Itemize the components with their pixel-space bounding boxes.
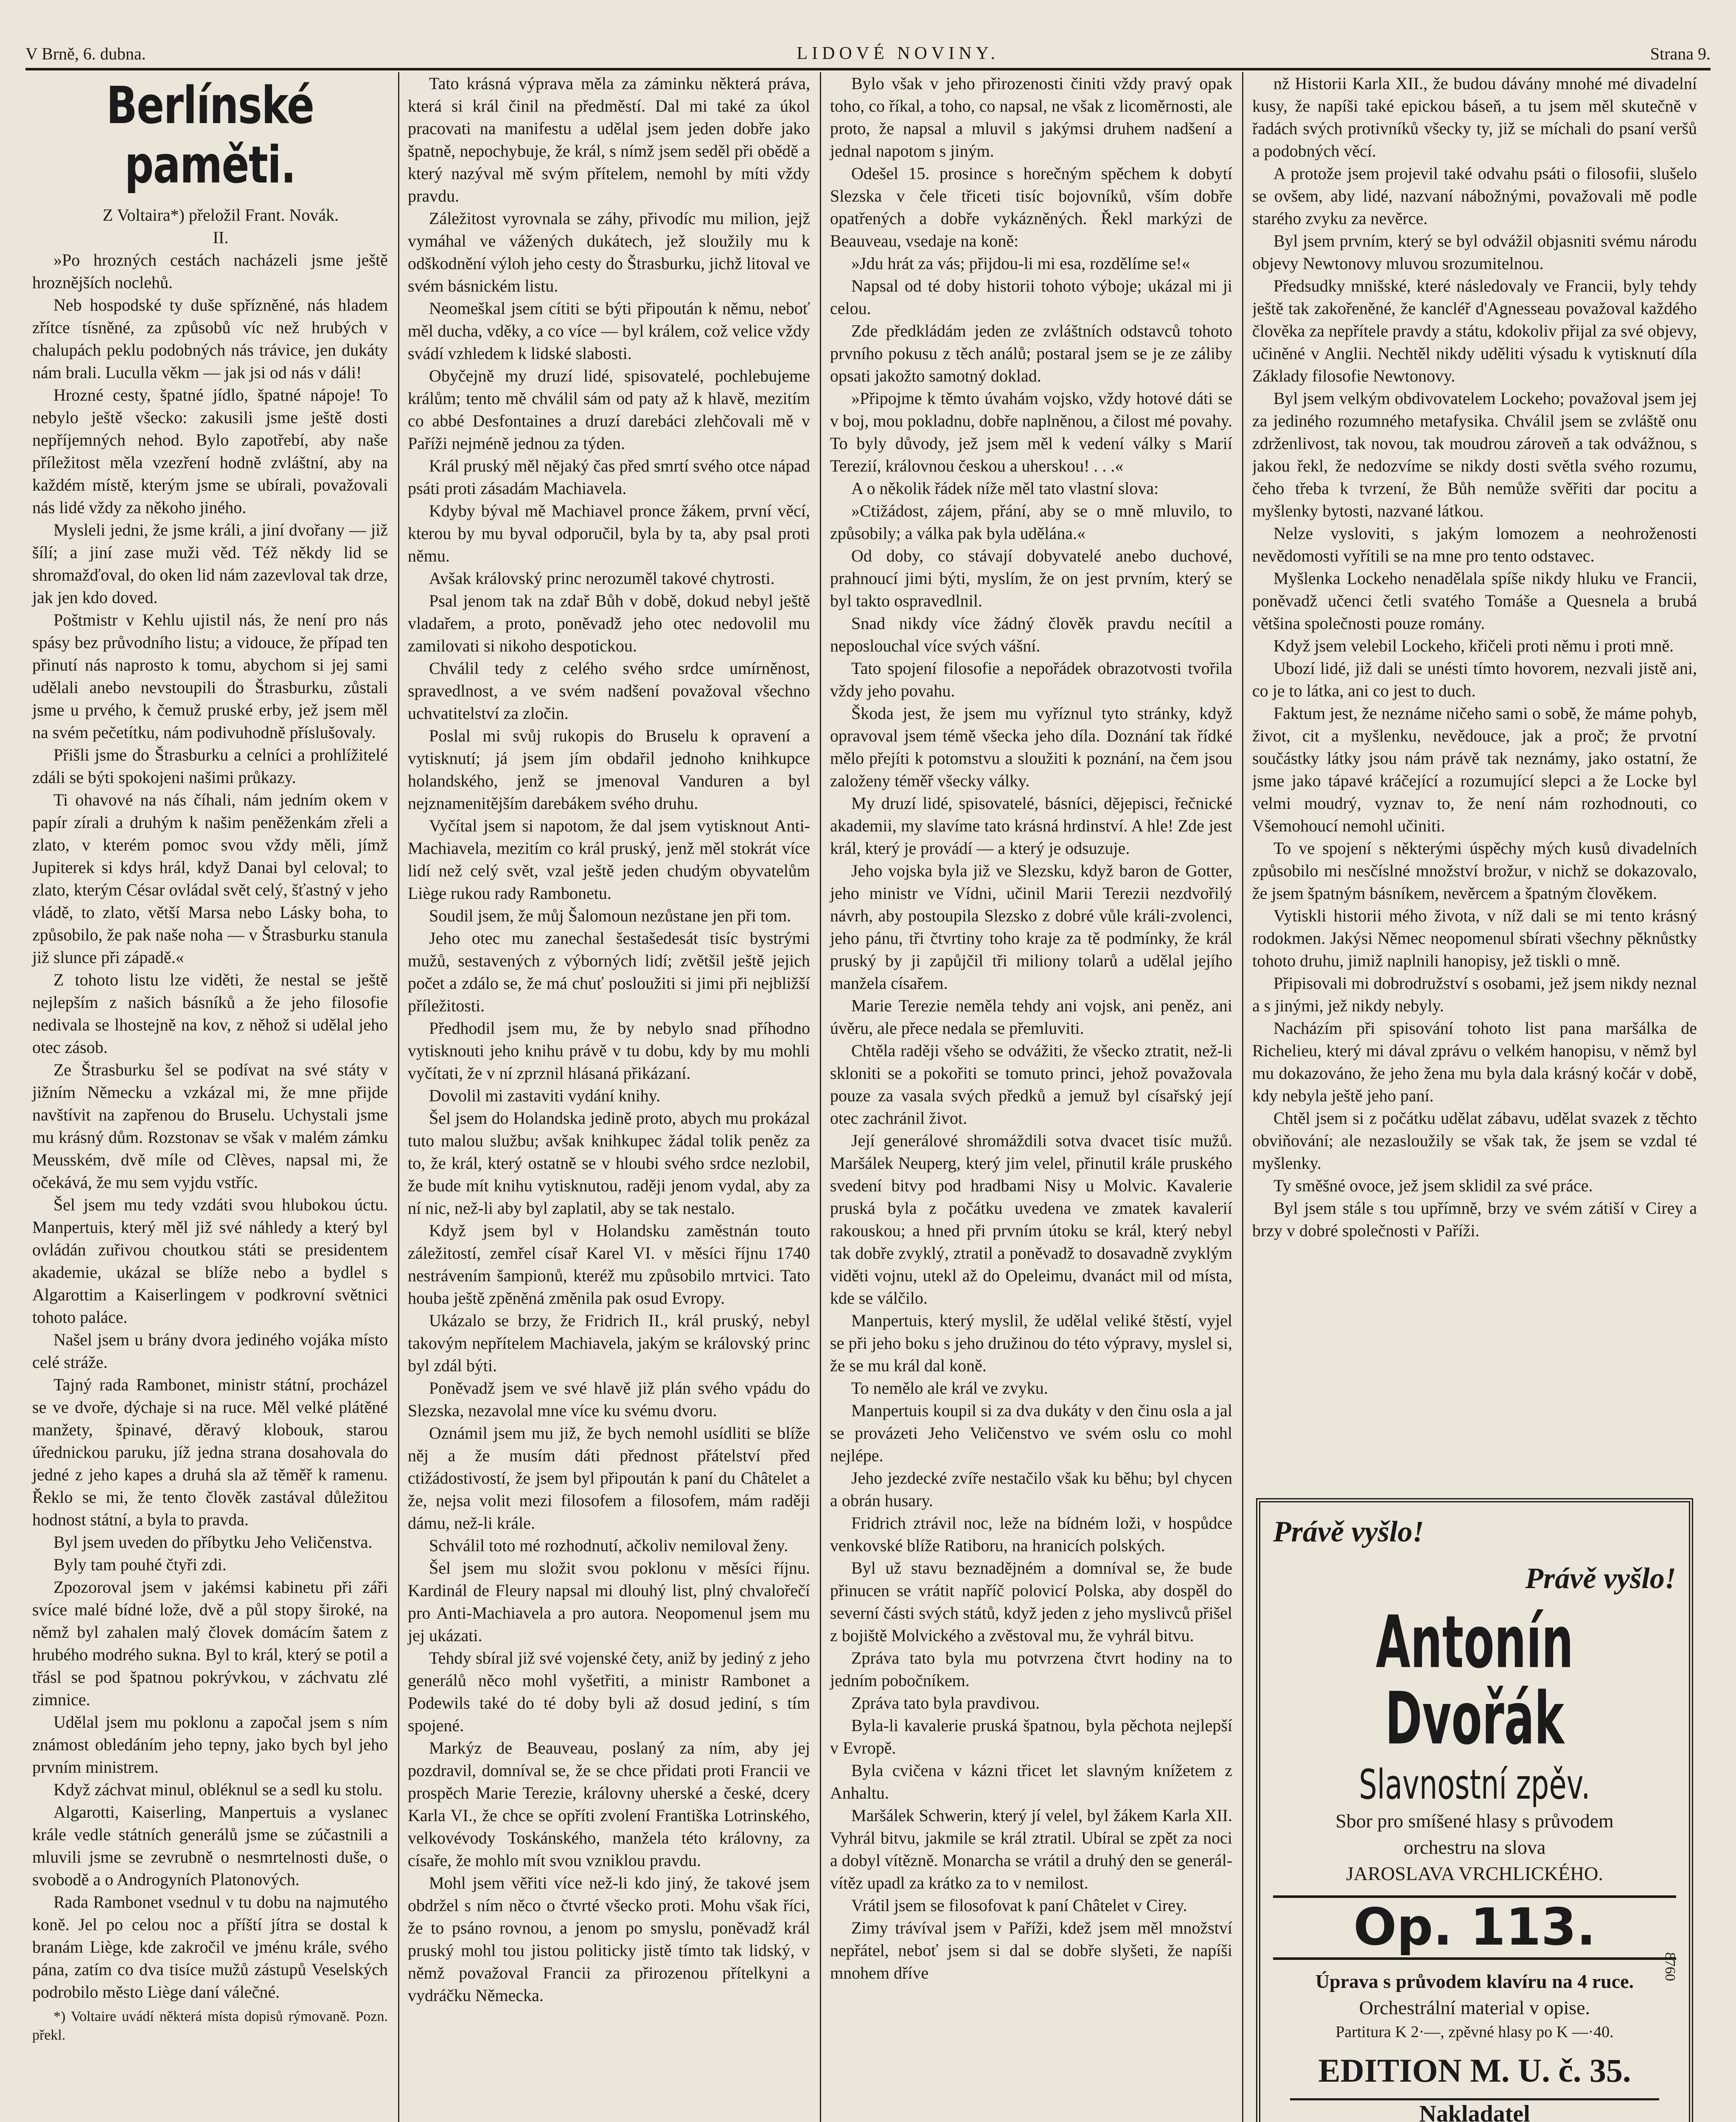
paragraph: Mohl jsem věřiti více než-li kdo jiný, že takové jsem obdržel s ním něco o čtvrté všecko proti. Mohu však říci, že to psáno rovnou, a jenom po smyslu, poněvadž král pruský mohl tou jistou politicky jistě tímto tak lidský, v němž považoval Francii za přirozenou přítelkyni a vydráčku Německa.: [408, 1873, 810, 2005]
paragraph: Tato spojení filosofie a nepořádek obrazotvosti tvořila vždy jeho povahu.: [830, 659, 1232, 700]
paragraph: Maršálek Schwerin, který jí velel, byl žákem Karla XII. Vyhrál bitvu, jakmile se král ztratil. Ubíral se zpět za noci a dobyl vítězně. Monarcha se vrátil a druhý den se generál-vítěz upadl za krátko za to v nemilost.: [830, 1806, 1232, 1892]
paragraph: Chtěla raději všeho se odvážiti, že všecko ztratit, než-li skloniti se a pokořiti se tomuto princi, jehož považovala pouze za vasala svých předků a jemuž byl císařský její otec zachránil život.: [830, 1041, 1232, 1128]
column-rule: [398, 72, 399, 2122]
column-rule: [820, 72, 821, 2122]
paragraph: Z tohoto listu lze viděti, že nestal se ještě nejlepším z našich básníků a že jeho filosofie nedivala se lhostejně na kov, z něhož si udělal jeho otec zásob.: [32, 970, 388, 1057]
paragraph: Psal jenom tak na zdař Bůh v době, dokud nebyl ještě vladařem, a proto, poněvadž jeho otec nedovolil mu zamilovati si nikoho despotickou.: [408, 591, 810, 655]
paragraph: Byl jsem prvním, který se byl odvážil objasniti svému národu objevy Newtonovy mluvou srozumitelnou.: [1252, 231, 1697, 273]
paragraph: Neomeškal jsem cítiti se býti připoután k němu, neboť měl ducha, vděky, a co více — byl králem, což velice vždy svádí vzhledem k lidské slabosti.: [408, 299, 810, 363]
paragraph: Šel jsem mu složit svou poklonu v měsíci říjnu. Kardinál de Fleury napsal mi dlouhý list, plný chvalořečí pro Anti-Machiavela a pro autora. Neopomenul jsem mu jej ukázati.: [408, 1558, 810, 1645]
paragraph: Zpráva tato byla mu potvrzena čtvrt hodiny na to jedním pobočníkem.: [830, 1648, 1232, 1690]
ad-work-title: Slavnostní zpěv.: [1359, 1761, 1590, 1808]
paragraph: Zimy trávíval jsem v Paříži, kdež jsem měl množství nepřátel, neboť jsem si dal se dobře slyšeti, že napíši mnohem dříve: [830, 1918, 1232, 1982]
paragraph: Ti ohavové na nás číhali, nám jedním okem v papír zírali a druhým k našim peněženkám zřeli a zlato, v kterém pomoc svou vždy měli, jímž Jupiterek si kdys hrál, když Danai byl celoval; to zlato, kterým César ovládal svět celý, šťastný v jeho vládě, to zlato, větší Marsa nebo Lásky boha, to způsobilo, že pak naše noha — v Štrasburku stanula již slunce při západě.«: [32, 790, 388, 967]
ad-prices: Partitura K 2·—, zpěvné hlasy po K —·40.: [1335, 2023, 1614, 2041]
paragraph: Tato krásná výprava měla za záminku některá práva, která si král činil na předměstí. Dal mi také za úkol pracovati na manifestu a udělal jsem jeden dobře jako špatně, nepochybuje, že král, s nímž jsem seděl při obědě a který nazýval mě svým přítelem, nemohl by míti vždy pravdu.: [408, 74, 810, 205]
paragraph: Bylo však v jeho přirozenosti činiti vždy pravý opak toho, co říkal, a toho, co napsal, ne však z licoměrnosti, ale proto, že napsal a mluvil s jakýmsi druhem nadšení a jednal napotom s jiným.: [830, 74, 1232, 160]
paragraph: Oznámil jsem mu již, že bych nemohl usídliti se blíže něj a že musím dáti přednost přátelství před ctižádostivostí, že jsem byl připoután k paní du Châtelet a že, nejsa volit mezi filosofem a filosofem, mám raději dámu, než-li krále.: [408, 1423, 810, 1533]
paragraph: Obyčejně my druzí lidé, spisovatelé, pochlebujeme králům; tento mě chválil sám od paty až k hlavě, mezitím co abbé Desfontaines a druzí darebáci zlehčovali mě v Paříži nejméně jednou za týden.: [408, 366, 810, 453]
ad-line-1: Sbor pro smíšené hlasy s průvodem: [1335, 1810, 1614, 1832]
paragraph: Byla cvičena v kázni třicet let slavným knížetem z Anhaltu.: [830, 1761, 1232, 1802]
paragraph: Odešel 15. prosince s horečným spěchem k dobytí Slezska v čele třiceti tisíc bojovníků, vším dobře opatřených a dobře vykázněných. Řekl markýzi de Beauveau, vsedaje na koně:: [830, 164, 1232, 250]
paragraph: Avšak královský princ nerozuměl takové chytrosti.: [429, 569, 775, 588]
paragraph: Algarotti, Kaiserling, Manpertuis a vyslanec krále vedle státních generálů jsme se zúčastnili a mluvili jsme se zevrubně o nesmrtelnosti duše, o svobodě a o Androgyních Platonových.: [32, 1802, 388, 1889]
paragraph: Poněvadž jsem ve své hlavě již plán svého vpádu do Slezska, nezavolal mne více ku svému dvoru.: [408, 1378, 810, 1420]
paragraph: »Jdu hrát za vás; přijdou-li mi esa, rozdělíme se!«: [851, 254, 1190, 273]
paragraph: »Připojme k těmto úvahám vojsko, vždy hotové dáti se v boj, mou pokladnu, dobře naplněnou, a čilost mé povahy. To byly důvody, jež jsem měl k vedení války s Marií Terezií, královnou českou a uherskou! . . .«: [830, 389, 1232, 475]
col2-text: [408, 72, 810, 2007]
paragraph: Zpozoroval jsem v jakémsi kabinetu při záři svíce malé bídné lože, dvě a půl stopy široké, na němž byl zahalen malý človek domácím šatem z hrubého modrého sukna. Byl to král, který se potil a třásl se pod špatnou pokrývkou, v záchvatu zlé zimnice.: [32, 1577, 388, 1709]
paragraph: Udělal jsem mu poklonu a započal jsem s ním známost obledáním jeho tepny, jako bych byl jeho prvním ministrem.: [32, 1712, 388, 1777]
col1-text: [32, 249, 388, 2003]
paragraph: Markýz de Beauveau, poslaný za ním, aby jej pozdravil, domníval se, že se chce přidati proti Francii ve prospěch Marie Terezie, královny uherské a české, dcery Karla VI., že chce se opříti zvolení Františka Lotrinského, velkovévody Toskánského, manžela této královny, za císaře, že mohlo mít svou vzniklou pravdu.: [408, 1738, 810, 1870]
ad-opus: Op. 113.: [1273, 1895, 1676, 1960]
paragraph: nž Historii Karla XII., že budou dávány mnohé mé divadelní kusy, že napíši také epickou báseň, a tu jsem měl skutečně v řadách svých protivníků všecky ty, již se míchali do psaní veršů a podobných věcí.: [1252, 74, 1697, 160]
dvorak-advertisement: [1256, 1498, 1693, 2122]
paragraph: »Po hrozných cestách nacházeli jsme ještě hroznějších noclehů.: [32, 250, 388, 292]
paragraph: Myšlenka Lockeho nenadělala spíše nikdy hluku ve Francii, poněvadž učenci četli svatého Tomáše a Quesnela a brubá většina společnosti pouze romány.: [1252, 569, 1697, 633]
paragraph: Šel jsem do Holandska jedině proto, abych mu prokázal tuto malou službu; avšak knihkupec žádal tolik peněz za to, že král, který ostatně se v hloubi svého srdce nezlobil, že bude mít knihu vytisknutou, raději jenom vydal, aby za ní nic, než-li aby byl zaplatil, aby se tak nestalo.: [408, 1109, 810, 1218]
paragraph: Rada Rambonet vsednul v tu dobu na najmutého koně. Jel po celou noc a příští jítra se dostal k branám Liège, kde zakročil ve jménu krále, svého pána, zatím co dva tisíce mužů zástupů Veselských podrobilo město Liège daní válečné.: [32, 1892, 388, 2001]
paragraph: Soudil jsem, že můj Šalomoun nezůstane jen při tom.: [429, 906, 791, 925]
paragraph: Snad nikdy více žádný člověk pravdu necítil a neposlouchal více svých vášní.: [830, 614, 1232, 655]
paragraph: Kdyby býval mě Machiavel pronce žákem, první věcí, kterou by mu byval odporučil, byla by ta, aby psal proti němu.: [408, 501, 810, 565]
paragraph: Jeho jezdecké zvíře nestačilo však ku běhu; byl chycen a obrán husary.: [830, 1468, 1232, 1510]
paragraph: Přišli jsme do Štrasburku a celníci a prohlížitelé zdáli se býti spokojeni našimi průkazy.: [32, 745, 388, 787]
article-part: II.: [213, 228, 229, 247]
paragraph: A o několik řádek níže měl tato vlastní slova:: [851, 479, 1159, 498]
paragraph: Faktum jest, že neznáme ničeho sami o sobě, že máme pohyb, život, cit a myšlenku, nevědouce, jak a proč; že prvotní součástky látky jsou nám právě tak neznámy, jako ostatní, že jsme jako tápavé kráčející a rozumující slepci a že Locke byl velmi moudrý, vyznav to, že není nám rozhodnouti, co Všemohoucí nemohl učiniti.: [1252, 704, 1697, 835]
paragraph: Poslal mi svůj rukopis do Bruselu k opravení a vytisknutí; já jsem jím obdařil jednoho knihkupce holandského, jenž se jmenoval Vanduren a byl nejznamenitějším darebákem svého druhu.: [408, 726, 810, 813]
paragraph: Fridrich ztrávil noc, leže na bídném loži, v hospůdce venkovské blíže Ratiboru, na hranicích polských.: [830, 1513, 1232, 1555]
paragraph: Král pruský měl nějaký čas před smrtí svého otce nápad psáti proti zásadám Machiavela.: [408, 456, 810, 498]
ad-lyricist: JAROSLAVA VRCHLICKÉHO.: [1346, 1863, 1603, 1884]
paragraph: Neb hospodské ty duše spřízněné, nás hladem zřítce tísněné, za způsobů víc než hrubých v chalupách peklu podobných nás trávice, jen dukáty nám brali. Luculla věkm — jak jsi od nás v dáli!: [32, 295, 388, 382]
column-rule: [1242, 72, 1243, 2122]
paragraph: Hrozné cesty, špatné jídlo, špatné nápoje! To nebylo ještě všecko: zakusili jsme ještě dosti nepříjemných nehod. Bylo zapotřebí, aby naše příležitost měla vzezření hodně zvláštní, aby na každém místě, kterým jsme se ubírali, považovali nás lidé vždy za někoho jiného.: [32, 385, 388, 517]
paragraph: Marie Terezie neměla tehdy ani vojsk, ani peněz, ani úvěru, ale přece nedala se přemluviti.: [830, 996, 1232, 1038]
paragraph: Nelze vysloviti, s jakým lomozem a neohroženosti nevědomosti vyřítili se na mne pro tento odstavec.: [1252, 524, 1697, 565]
paragraph: Když jsem byl v Holandsku zaměstnán touto záležitostí, zemřel císař Karel VI. v měsíci říjnu 1740 nestrávením šampionů, kteréž mu způsobilo mrtvici. Tato houba ještě zpěněná změnila pak osud Evropy.: [408, 1221, 810, 1308]
ad-code: 8760: [1662, 1952, 1678, 1981]
article-title: Berlínské paměti.: [106, 76, 314, 195]
paragraph: Když záchvat minul, obléknul se a sedl ku stolu.: [53, 1780, 383, 1799]
paragraph: Poštmistr v Kehlu ujistil nás, že není pro nás spásy bez průvodního listu; a vidouce, že případ ten přinutí nás naprosto k tomu, abychom si jej sami udělali anebo nevstoupili do Štrasburku, zůstali jsme u prvého, k čemuž pruské erby, jež jsem měl na svém pečetítku, nám podivuhodně příslušovaly.: [32, 610, 388, 742]
article-byline: Z Voltaira*) přeložil Frant. Novák.: [102, 205, 339, 225]
paragraph: Předhodil jsem mu, že by nebylo snad příhodno vytisknouti jeho knihu právě v tu dobu, kdy by mu mohli vyčítati, že v ní zprznil hlásaná přikázaní.: [408, 1019, 810, 1083]
paragraph: Připisovali mi dobrodružství s osobami, jež jsem nikdy neznal a s jinými, jež nikdy nebyly.: [1252, 974, 1697, 1015]
paragraph: Škoda jest, že jsem mu vyříznul tyto stránky, když opravoval jsem témě všecka jeho díla. Doznání tak řídké mělo přejíti k potomstvu a sloužiti k poznání, na čem jsou založeny téměř všecky války.: [830, 704, 1232, 790]
page-header: [25, 17, 1711, 70]
paragraph: Zpráva tato byla pravdivou.: [851, 1693, 1040, 1712]
paragraph: My druzí lidé, spisovatelé, básníci, dějepisci, řečnické akademii, my slavíme tato krásná hrdinství. A hle! Zde jest král, který je provádí — a který je odsuzuje.: [830, 794, 1232, 858]
paragraph: Vyčítal jsem si napotom, že dal jsem vytisknout Anti-Machiavela, mezitím co král pruský, jenž měl stokrát více lidí než celý svět, vzal ještě jeden chudým obyvatelům Liège rukou rady Rambonetu.: [408, 816, 810, 903]
paragraph: Nacházím při spisování tohoto list pana maršálka de Richelieu, který mi dával zprávu o velkém hanopisu, v němž byl mu dokazováno, že jeho žena mu byla dala krásný kočár v době, kdy nebyla ještě jeho paní.: [1252, 1019, 1697, 1105]
paragraph: Našel jsem u brány dvora jediného vojáka místo celé stráže.: [32, 1330, 388, 1372]
ad-headline-1: Právě vyšlo!: [1273, 1516, 1424, 1548]
col3-text: [830, 72, 1232, 1984]
paragraph: Byl jsem stále s tou upřímně, brzy ve svém zátiší v Cirey a brzy v dobré společnosti v Paříži.: [1252, 1199, 1697, 1240]
column-2: [401, 72, 817, 2122]
paragraph: Byly tam pouhé čtyři zdi.: [53, 1555, 227, 1574]
paragraph: Ty směšné ovoce, jež jsem sklidil za své práce.: [1273, 1176, 1593, 1195]
paragraph: Byl jsem velkým obdivovatelem Lockeho; považoval jsem jej za jediného rozumného metafysika. Chválil jsem se zvláště onu zdrženlivost, tak novou, tak moudrou zároveň a tak odvážnou, s jakou řekl, že nedozvíme se nikdy dosti světla svého rozumu, čeho třeba k tvrzení, že Bůh nemůže svěřiti dar pocitu a myšlenky bytosti, nazvané látkou.: [1252, 389, 1697, 520]
paragraph: Předsudky mnišské, které následovaly ve Francii, byly tehdy ještě tak zakořeněné, že kancléř d'Agnesseau považoval každého člověka za nepřítele pravdy a státu, kdokoliv přijal za své objevy, učiněné v Anglii. Nechtěl nikdy uděliti výsadu k vytisknutí díla Základy filosofie Newtonovy.: [1252, 276, 1697, 385]
ad-parts: Orchestrální material v opise.: [1359, 1997, 1590, 2018]
paragraph: Od doby, co stávají dobyvatelé anebo duchové, prahnoucí jimi býti, myslím, že on jest prvním, který se byl takto ospravedlnil.: [830, 546, 1232, 610]
paragraph: Manpertuis, který myslil, že udělal veliké štěstí, vyjel se při jeho boku s jeho družinou do této výpravy, myslel si, že se mu král dal koně.: [830, 1311, 1232, 1375]
paragraph: Ze Štrasburku šel se podívat na své státy v jižním Německu a vzkázal mi, že mne přijde navštívit na zapřenou do Bruselu. Uchystali jsme mu krásný dům. Rozstonav se však v malém zámku Meusském, dvě míle od Clèves, napsal mi, že očekává, že mu sem vyjdu vstříc.: [32, 1060, 388, 1192]
column-3: [823, 72, 1239, 2122]
paragraph: Byl už stavu beznadějném a domníval se, že bude přinucen se vrátit napříč polovicí Polska, aby dospěl do severní části svých států, když jeden z jeho myslivců přišel z bojiště Molvického a zvěstoval mu, že vyhrál bitvu.: [830, 1558, 1232, 1645]
paragraph: Dovolil mi zastaviti vydání knihy.: [429, 1086, 661, 1105]
paragraph: »Ctižádost, zájem, přání, aby se o mně mluvilo, to způsobily; a válka pak byla udělána.«: [830, 501, 1232, 543]
paragraph: Manpertuis koupil si za dva dukáty v den činu osla a jal se provázeti Jeho Veličenstvo ve svém oslu co mohl nejlépe.: [830, 1401, 1232, 1465]
paragraph: A protože jsem projevil také odvahu psáti o filosofii, slušelo se ovšem, aby lidé, nazvaní nábožnými, považovali mě podle starého zvyku za nevěrce.: [1252, 164, 1697, 228]
paragraph: To ve spojení s některými úspěchy mých kusů divadelních způsobilo mi nesčíslné množství brožur, v nichž se dokazovalo, že jsem špatným básníkem, nevěrcem a špatným člověkem.: [1252, 839, 1697, 903]
paragraph: Ukázalo se brzy, že Fridrich II., král pruský, nebyl takovým nepřítelem Machiavela, jakým se královský princ byl zdál býti.: [408, 1311, 810, 1375]
paragraph: Chválil tedy z celého svého srdce umírněnost, spravedlnost, a ve svém nadšení považoval všechno uchvatitelství za zločin.: [408, 659, 810, 723]
paragraph: Záležitost vyrovnala se záhy, přivodíc mu milion, jejž vymáhal ve vážených dukátech, jež sloužily mu k odškodnění výloh jeho cesty do Štrasburku, jichž litoval ve svém básnickém listu.: [408, 209, 810, 295]
ad-headline-2: Právě vyšlo!: [1525, 1562, 1676, 1595]
paragraph: To nemělo ale král ve zvyku.: [851, 1378, 1048, 1398]
masthead: LIDOVÉ NOVINY.: [796, 44, 999, 63]
paragraph: Mysleli jedni, že jsme králi, a jiní dvořany — již šílí; a jiní zase muži věd. Též někdy lid se shromažďoval, do oken lid nám zazevloval tak drze, jak jen kdo doved.: [32, 520, 388, 607]
paragraph: Její generálové shromáždili sotva dvacet tisíc mužů. Maršálek Neuperg, který jim velel, přinutil krále pruského svedení bitvy pod hradbami Nisy u Molvic. Kavalerie pruská byla z počátku uvedena ve zmatek kavalerií rakouskou; a hned při prvním útoku se král, který nebyl tak dobře zvyklý, ztratil a poněvadž to dosavadně zvyklým viděti vojnu, utekl až do Opeleimu, dvanáct mil od místa, kde se válčilo.: [830, 1131, 1232, 1308]
paragraph: Jeho vojska byla již ve Slezsku, když baron de Gotter, jeho ministr ve Vídni, učinil Marii Terezii nezdvořilý návrh, aby postoupila Slezsko z dobré vůle králi-zvolenci, jeho pánu, tři čtvrtiny toho kraje za tě podmínky, že král pruský by ji zapůjčil tři miliony tolarů a udělal jejího manžela císařem.: [830, 861, 1232, 993]
paragraph: Jeho otec mu zanechal šestašedesát tisíc bystrými mužů, sestavených z výborných lidí; zvětšil ještě jejich počet a zdálo se, že má chuť posloužiti si jimi při nejbližší příležitosti.: [408, 929, 810, 1015]
paragraph: Byla-li kavalerie pruská špatnou, byla pěchota nejlepší v Evropě.: [830, 1716, 1232, 1757]
ad-line-2: orchestru na slova: [1403, 1836, 1546, 1858]
paragraph: Vrátil jsem se filosofovat k paní Châtelet v Cirey.: [851, 1896, 1187, 1915]
paragraph: Tajný rada Rambonet, ministr státní, procházel se ve dvoře, dýchaje si na ruce. Měl velké plátěné manžety, špinavé, děravý klobouk, starou úřednickou paruku, jíž jedna strana dosahovala do jedné z jeho kapes a druhá sla až těměř k ramenu. Řeklo se mi, že tento člověk zastával důležitou hodnost státní, a byla to pravda.: [32, 1375, 388, 1529]
paragraph: Když jsem velebil Lockeho, křičeli proti němu i proti mně.: [1273, 636, 1674, 655]
page-label: Strana 9.: [1650, 44, 1711, 63]
ad-publisher-label: Nakladatel: [1290, 2098, 1659, 2122]
column-1: [25, 72, 395, 2122]
footnote: *) Voltaire uvádí některá místa dopisů rýmovaně. Pozn. překl.: [32, 2009, 388, 2043]
place-date: V Brně, 6. dubna.: [25, 44, 146, 63]
paragraph: Byl jsem uveden do příbytku Jeho Veličenstva.: [53, 1533, 373, 1552]
paragraph: Chtěl jsem si z počátku udělat zábavu, udělat svazek z těchto obviňování; ale nezasloužily se však tak, že jsem se vzdal té myšlenky.: [1252, 1109, 1697, 1173]
paragraph: Zde předkládám jeden ze zvláštních odstavců tohoto prvního pokusu z těch análů; postaral jsem se je ze záliby opsati jakožto samotný doklad.: [830, 321, 1232, 385]
ad-edition: EDITION M. U. č. 35.: [1318, 2052, 1631, 2089]
ad-arrangement: Úprava s průvodem klavíru na 4 ruce.: [1315, 1970, 1634, 1992]
paragraph: Schválil toto mé rozhodnutí, ačkoliv nemiloval ženy.: [429, 1536, 788, 1555]
paragraph: Ubozí lidé, již dali se unésti tímto hovorem, nezvali jistě ani, co je to látka, ani co jest to duch.: [1252, 659, 1697, 700]
paragraph: Šel jsem mu tedy vzdáti svou hlubokou úctu. Manpertuis, který měl již své náhledy a který byl ovládán zuřivou choutkou státi se presidentem akademie, ukázal se blíže nebo a bydlel s Algarottim a Kaiserlingem v podkrovní světnici tohoto paláce.: [32, 1195, 388, 1327]
col4-text: [1252, 72, 1697, 1468]
paragraph: Napsal od té doby historii tohoto výboje; ukázal mi ji celou.: [830, 276, 1232, 318]
ad-composer: Antonín Dvořák: [1376, 1600, 1573, 1761]
paragraph: Tehdy sbíral již své vojenské čety, aniž by jediný z jeho generálů něco mohl vyšetřiti, a ministr Rambonet a Podewils také do té doby byli až dosud jediní, s tím spojené.: [408, 1648, 810, 1735]
paragraph: Vytiskli historii mého života, v níž dali se mi tento krásný rodokmen. Jakýsi Němec neopomenul sbírati všechny pěknůstky tohoto druhu, jimiž naplnili hanopisy, jež tiskli o mně.: [1252, 906, 1697, 970]
